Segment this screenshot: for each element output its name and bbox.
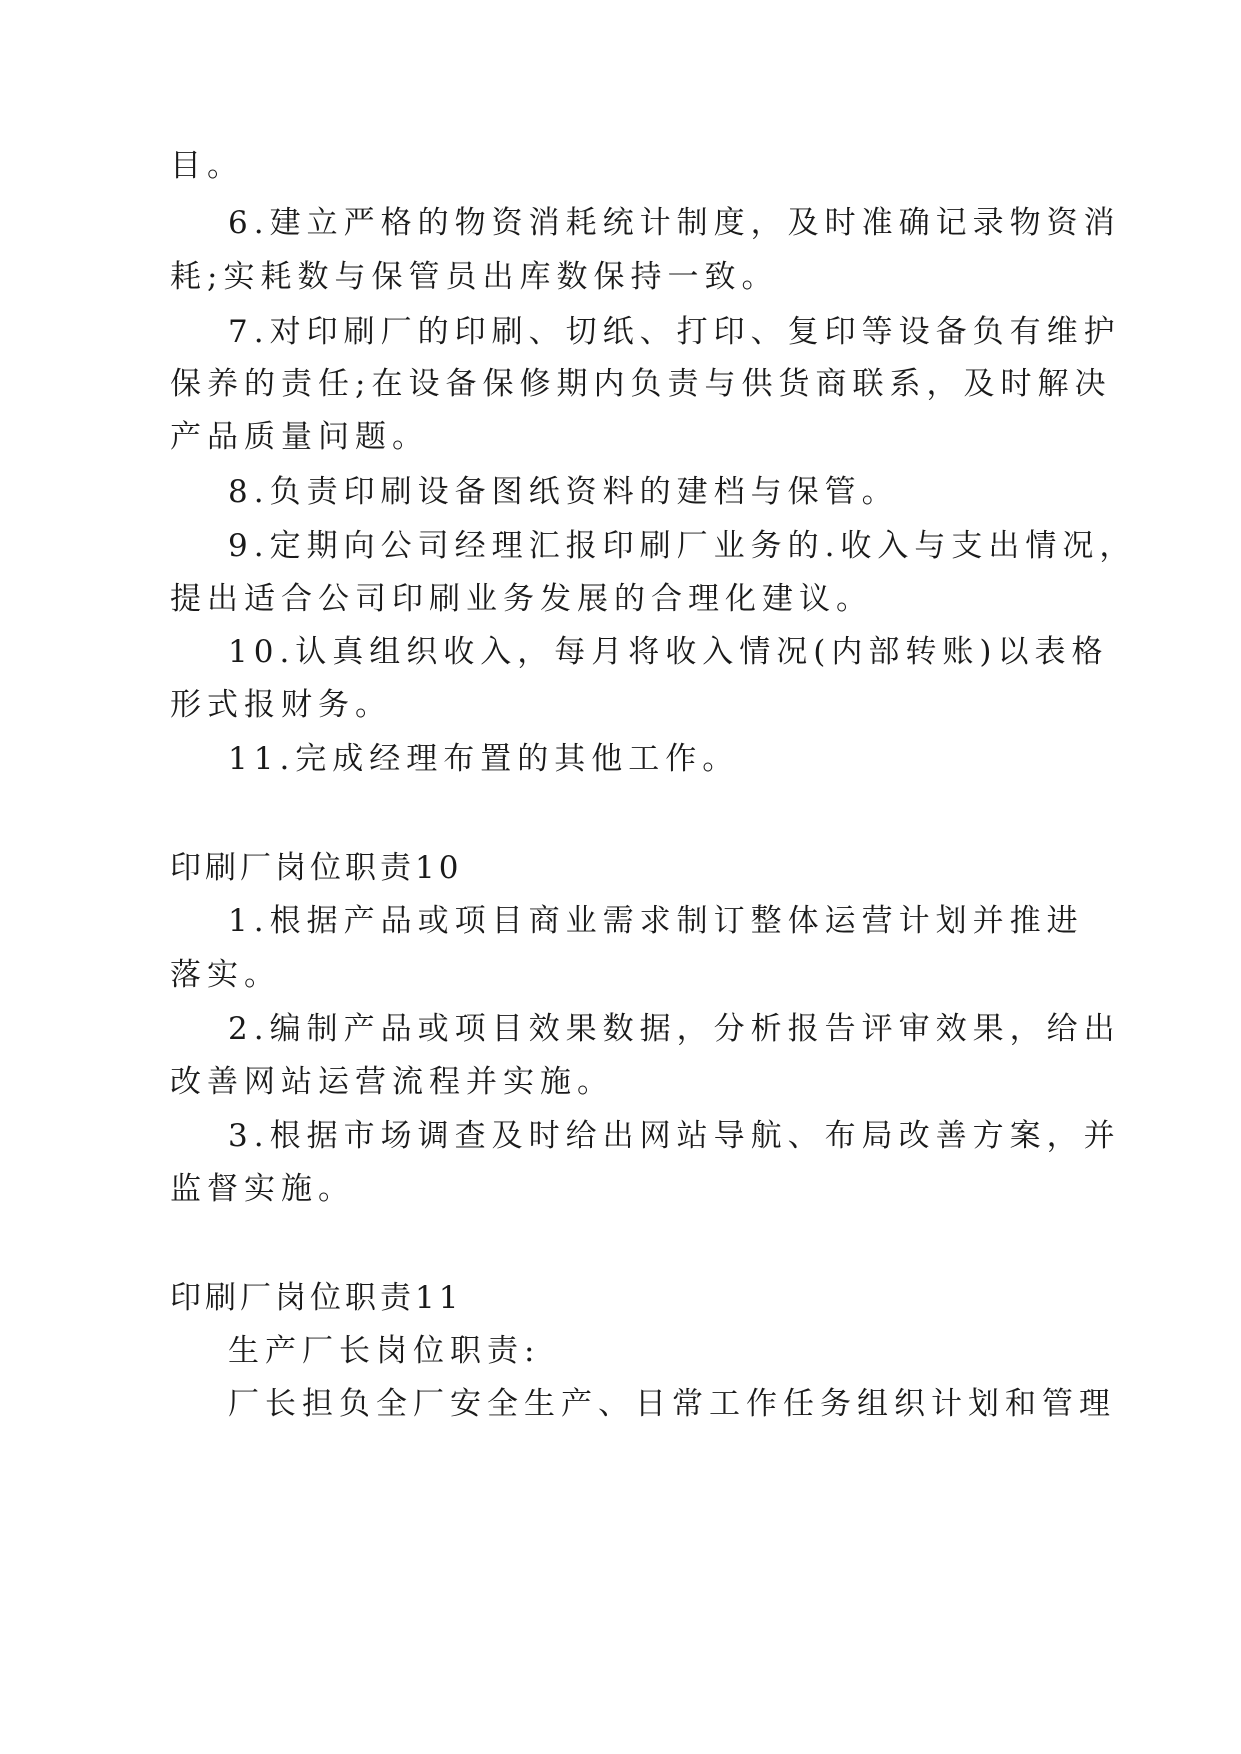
section-heading: 印刷厂岗位职责10	[170, 850, 463, 886]
text-line: 生产厂长岗位职责:	[228, 1333, 541, 1369]
text-line: 1.根据产品或项目商业需求制订整体运营计划并推进	[228, 903, 1084, 939]
text-line: 监督实施。	[170, 1171, 355, 1207]
text-line: 2.编制产品或项目效果数据，分析报告评审效果，给出	[228, 1011, 1121, 1047]
text-line: 10.认真组织收入，每月将收入情况(内部转账)以表格	[228, 634, 1109, 670]
text-line: 产品质量问题。	[170, 419, 429, 455]
text-line: 9.定期向公司经理汇报印刷厂业务的.收入与支出情况，	[228, 528, 1137, 564]
text-line: 8.负责印刷设备图纸资料的建档与保管。	[228, 474, 899, 510]
text-line: 厂长担负全厂安全生产、日常工作任务组织计划和管理	[228, 1386, 1116, 1422]
text-line: 目。	[170, 148, 244, 184]
text-line: 保养的责任;在设备保修期内负责与供货商联系，及时解决	[170, 366, 1112, 402]
text-line: 落实。	[170, 957, 281, 993]
text-line: 提出适合公司印刷业务发展的合理化建议。	[170, 581, 873, 617]
text-line: 3.根据市场调查及时给出网站导航、布局改善方案，并	[228, 1118, 1121, 1154]
text-line: 6.建立严格的物资消耗统计制度，及时准确记录物资消	[228, 205, 1121, 241]
section-heading: 印刷厂岗位职责11	[170, 1280, 463, 1316]
text-line: 耗;实耗数与保管员出库数保持一致。	[170, 259, 779, 295]
text-line: 改善网站运营流程并实施。	[170, 1064, 614, 1100]
text-line: 11.完成经理布置的其他工作。	[228, 741, 740, 777]
text-line: 7.对印刷厂的印刷、切纸、打印、复印等设备负有维护	[228, 314, 1121, 350]
text-line: 形式报财务。	[170, 687, 392, 723]
